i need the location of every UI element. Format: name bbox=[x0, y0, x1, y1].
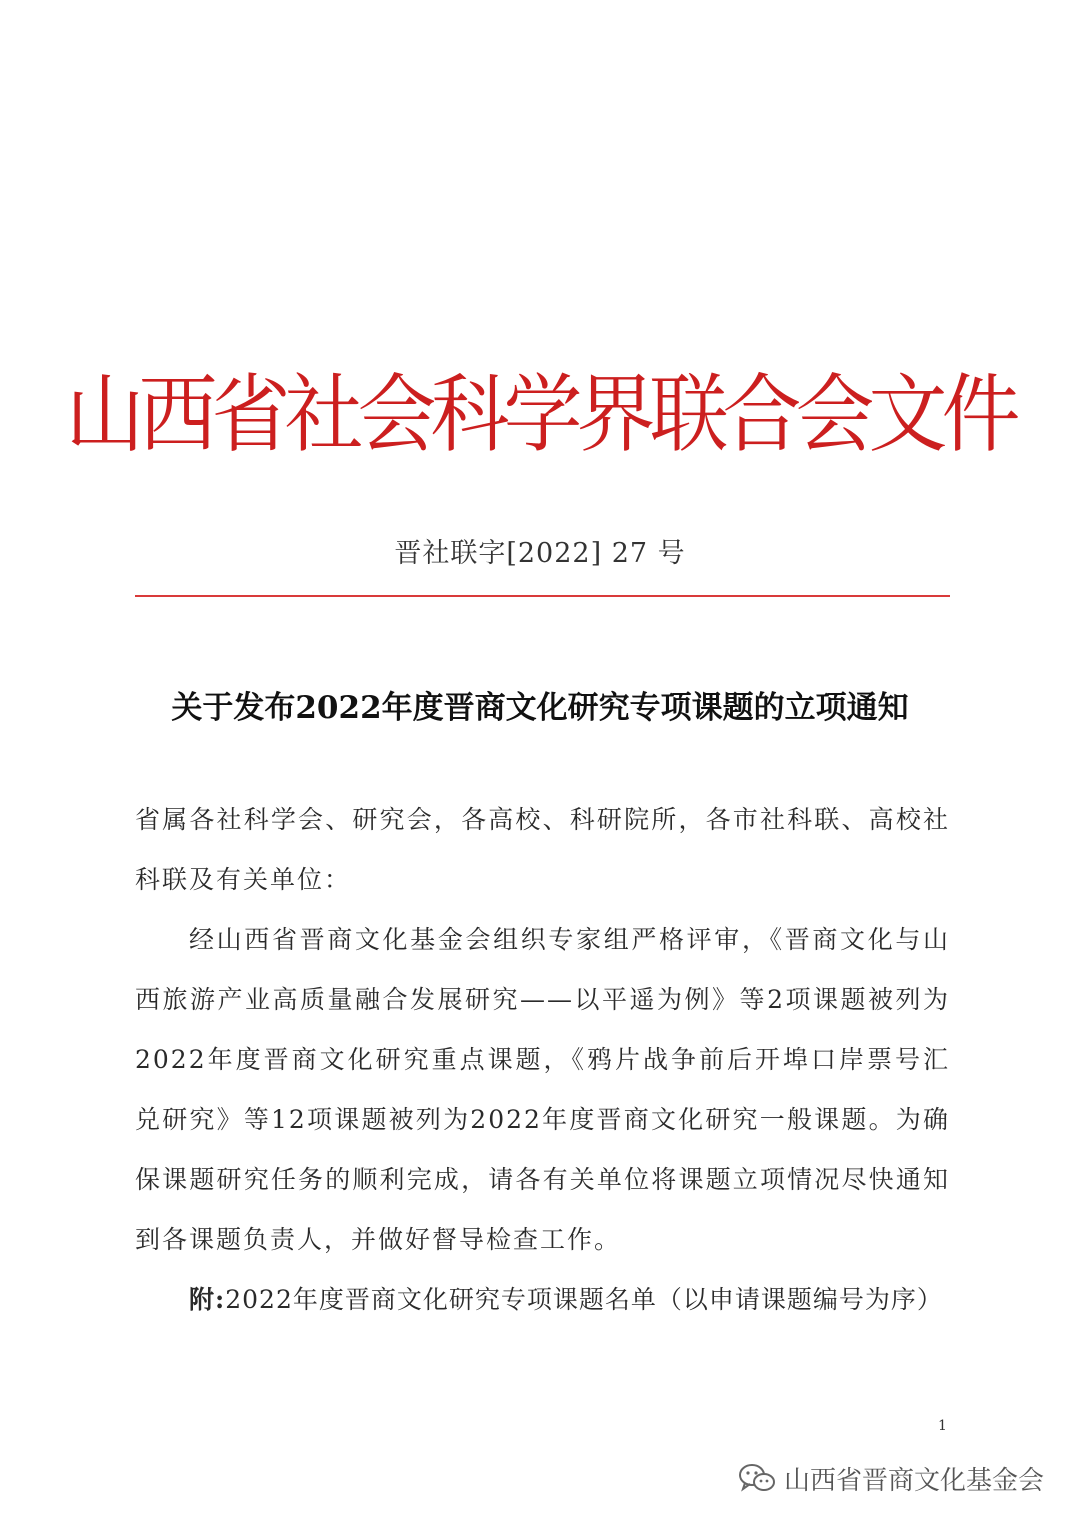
attachment-line bbox=[135, 1270, 950, 1330]
red-divider bbox=[135, 595, 950, 597]
notice-body bbox=[135, 790, 950, 1330]
body-paragraph: 经山西省晋商文化基金会组织专家组严格评审，《晋商文化与山西旅游产业高质量融合发展研究——以平遥为例》等2项课题被列为2022年度晋商文化研究重点课题，《鸦片战争前后开埠口岸票号汇兑研究》等12项课题被列为2022年度晋商文化研究一般课题。为确保课题研究任务的顺利完成，请各有关单位将课题立项情况尽快通知到各课题负责人，并做好督导检查工作。 bbox=[135, 925, 950, 1254]
page-number: 1 bbox=[938, 1418, 947, 1434]
watermark-text: 山西省晋商文化基金会 bbox=[783, 1465, 1044, 1496]
wechat-watermark bbox=[738, 1458, 1044, 1498]
attachment-label: 附: bbox=[189, 1285, 226, 1314]
issuer-masthead: 山西省社会科学界联合会文件 bbox=[65, 365, 1015, 465]
attachment-text: 2022年度晋商文化研究专项课题名单（以申请课题编号为序） bbox=[225, 1285, 943, 1314]
document-number: 晋社联字[2022] 27 号 bbox=[394, 538, 686, 569]
notice-title: 关于发布2022年度晋商文化研究专项课题的立项通知 bbox=[171, 690, 909, 726]
wechat-icon bbox=[738, 1462, 776, 1494]
addressee-paragraph: 省属各社科学会、研究会，各高校、科研院所，各市社科联、高校社科联及有关单位： bbox=[135, 805, 950, 894]
